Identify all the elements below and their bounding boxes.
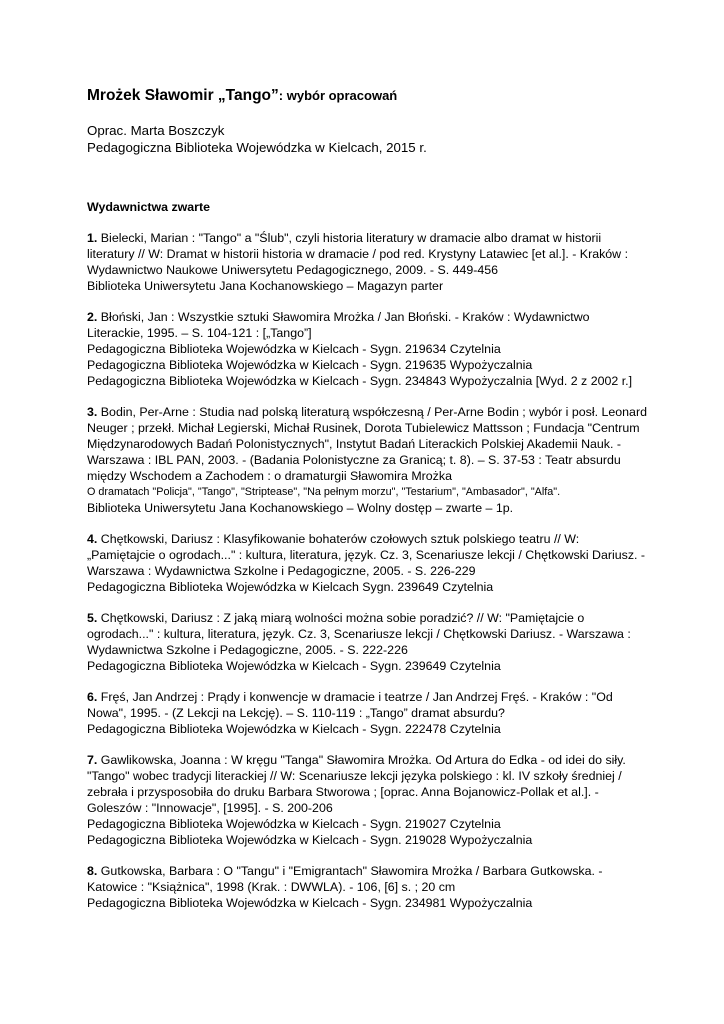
entry-text: Fręś, Jan Andrzej : Prądy i konwencje w dramacie i teatrze / Jan Andrzej Fręś. - Kraków : "Od Nowa", 1995. - (Z Lekcji na Lekcję). – S. 110-119 : „Tango” dramat absurdu? [87, 690, 613, 720]
entry-number: 8. [87, 864, 98, 878]
entry-citation [87, 610, 647, 658]
entry-text: Gutkowska, Barbara : O "Tangu" i "Emigrantach" Sławomira Mrożka / Barbara Gutkowska. - Katowice : "Książnica", 1998 (Krak. : DWWLA). - 106, [6] s. ; 20 cm [87, 864, 603, 894]
entry-text: Gawlikowska, Joanna : W kręgu "Tanga" Sławomira Mrożka. Od Artura do Edka - od idei do siły. "Tango" wobec tradycji literackiej // W: Scenariusze lekcji języka polskiego : kl. IV szkoły średniej / zebrała i przysposobiła do druku Barbara Stworowa ; [oprac. Anna Bojanowicz-Pollak et al.]. - Goleszów : "Innowacje", [1995]. - S. 200-206 [87, 753, 626, 815]
entry-number: 1. [87, 231, 98, 245]
bibliography-entry [87, 610, 647, 674]
entry-number: 7. [87, 753, 98, 767]
bibliography-entry [87, 404, 647, 516]
entry-text: Błoński, Jan : Wszystkie sztuki Sławomira Mrożka / Jan Błoński. - Kraków : Wydawnictwo Literackie, 1995. – S. 104-121 : [„Tango”] [87, 310, 590, 340]
bibliography-entry [87, 863, 647, 911]
bibliography-entry [87, 752, 647, 848]
entry-citation [87, 863, 647, 895]
entry-location: Pedagogiczna Biblioteka Wojewódzka w Kielcach Sygn. 239649 Czytelnia [87, 580, 494, 594]
entry-location: Pedagogiczna Biblioteka Wojewódzka w Kielcach - Sygn. 239649 Czytelnia [87, 659, 501, 673]
entry-location: Pedagogiczna Biblioteka Wojewódzka w Kielcach - Sygn. 219635 Wypożyczalnia [87, 358, 533, 372]
entry-location: Biblioteka Uniwersytetu Jana Kochanowskiego – Wolny dostęp – zwarte – 1p. [87, 501, 514, 515]
entry-text: Bielecki, Marian : "Tango" a "Ślub", czyli historia literatury w dramacie albo dramat w historii literatury // W: Dramat w historii historia w dramacie / pod red. Krystyny Latawiec [et al.]. - Kraków : Wydawnictwo Naukowe Uniwersytetu Pedagogicznego, 2009. - S. 449-456 [87, 231, 629, 277]
entry-number: 3. [87, 405, 98, 419]
entry-location: Pedagogiczna Biblioteka Wojewódzka w Kielcach - Sygn. 219028 Wypożyczalnia [87, 833, 533, 847]
entry-location: Pedagogiczna Biblioteka Wojewódzka w Kielcach - Sygn. 234981 Wypożyczalnia [87, 896, 533, 910]
entry-citation [87, 752, 647, 816]
entry-location: Biblioteka Uniwersytetu Jana Kochanowskiego – Magazyn parter [87, 279, 444, 293]
entry-text: Chętkowski, Dariusz : Klasyfikowanie bohaterów czołowych sztuk polskiego teatru // W: „Pamiętajcie o ogrodach..." : kultura, literatura, język. Cz. 3, Scenariusze lekcji / Chętkowski Dariusz. - Warszawa : Wydawnictwa Szkolne i Pedagogiczne, 2005. - S. 226-229 [87, 532, 646, 578]
bibliography-entry [87, 531, 647, 595]
section-heading: Wydawnictwa zwarte [87, 200, 211, 214]
entry-location: Pedagogiczna Biblioteka Wojewódzka w Kielcach - Sygn. 219027 Czytelnia [87, 817, 501, 831]
bibliography-entry [87, 309, 647, 389]
entry-citation [87, 531, 647, 579]
entry-citation [87, 309, 647, 341]
entry-citation [87, 689, 647, 721]
entry-number: 5. [87, 611, 98, 625]
title-main: Mrożek Sławomir „Tango” [87, 87, 279, 104]
entry-location: Pedagogiczna Biblioteka Wojewódzka w Kielcach - Sygn. 222478 Czytelnia [87, 722, 501, 736]
document-meta [87, 122, 647, 156]
entry-number: 6. [87, 690, 98, 704]
entry-text: Bodin, Per-Arne : Studia nad polską literaturą współczesną / Per-Arne Bodin ; wybór i posł. Leonard Neuger ; przekł. Michał Legierski, Michał Rusinek, Dorota Tubielewicz Mattsson ; Fundacja "Centrum Międzynarodowych Badań Polonistycznych", Instytut Badań Literackich Polskiej Akademii Nauk. - Warszawa : IBL PAN, 2003. - (Badania Polonistyczne za Granicą; t. 8). – S. 37-53 : Teatr absurdu między Wschodem a Zachodem : o dramaturgii Sławomira Mrożka [87, 405, 647, 483]
entry-number: 2. [87, 310, 98, 324]
bibliography-entry [87, 689, 647, 737]
institution-line: Pedagogiczna Biblioteka Wojewódzka w Kielcach, 2015 r. [87, 140, 427, 155]
entry-citation [87, 404, 647, 484]
compiler-line: Oprac. Marta Boszczyk [87, 123, 225, 138]
document-title [87, 86, 647, 106]
title-suffix: : wybór opracowań [278, 88, 398, 103]
entry-citation [87, 230, 647, 278]
entry-number: 4. [87, 532, 98, 546]
entry-location: Pedagogiczna Biblioteka Wojewódzka w Kielcach - Sygn. 234843 Wypożyczalnia [Wyd. 2 z 2002 r.] [87, 374, 633, 388]
bibliography-list [87, 230, 647, 911]
bibliography-entry [87, 230, 647, 294]
entry-location: Pedagogiczna Biblioteka Wojewódzka w Kielcach - Sygn. 219634 Czytelnia [87, 342, 501, 356]
document-page [87, 86, 647, 911]
entry-text: Chętkowski, Dariusz : Z jaką miarą wolności można sobie poradzić? // W: "Pamiętajcie o ogrodach..." : kultura, literatura, język. Cz. 3, Scenariusze lekcji / Chętkowski Dariusz. - Warszawa : Wydawnictwa Szkolne i Pedagogiczne, 2005. - S. 222-226 [87, 611, 631, 657]
entry-note: O dramatach "Policja", "Tango", "Striptease", "Na pełnym morzu", "Testarium", "Ambasador", "Alfa". [87, 486, 561, 498]
